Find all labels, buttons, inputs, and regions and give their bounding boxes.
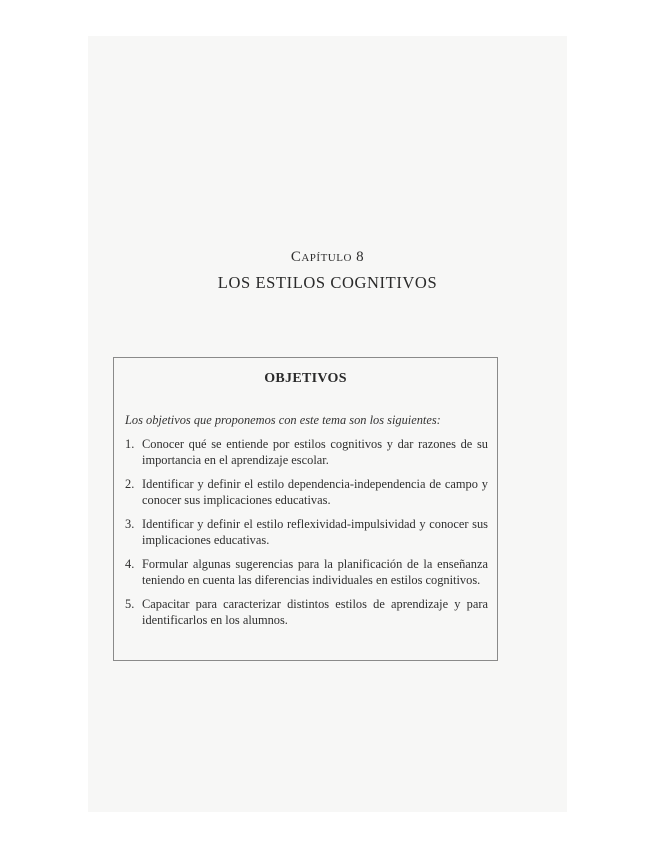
chapter-title: LOS ESTILOS COGNITIVOS [217, 273, 438, 292]
objective-number: 2. [125, 477, 135, 491]
objective-text: Identificar y definir el estilo reflexividad-impulsividad y conocer sus implicaciones educativas. [142, 517, 488, 547]
objective-number: 3. [125, 517, 135, 531]
chapter-number: Capítulo 8 [290, 249, 365, 265]
objective-text: Identificar y definir el estilo dependencia-independencia de campo y conocer sus implicaciones educativas. [142, 477, 488, 507]
objective-item [125, 437, 488, 468]
objectives-intro: Los objetivos que proponemos con este tema son los siguientes: [125, 413, 441, 427]
objective-number: 4. [125, 557, 135, 571]
objective-text: Conocer qué se entiende por estilos cognitivos y dar razones de su importancia en el aprendizaje escolar. [142, 437, 488, 467]
objectives-heading: OBJETIVOS [264, 371, 347, 386]
objective-item [125, 597, 488, 628]
objective-item [125, 517, 488, 548]
objective-number: 5. [125, 597, 135, 611]
objective-number: 1. [125, 437, 135, 451]
objective-text: Capacitar para caracterizar distintos estilos de aprendizaje y para identificarlos en los alumnos. [142, 597, 488, 627]
objectives-list [125, 437, 488, 637]
objective-item [125, 557, 488, 588]
objective-text: Formular algunas sugerencias para la planificación de la enseñanza teniendo en cuenta las diferencias individuales en estilos cognitivos. [142, 557, 488, 587]
objectives-box [113, 357, 498, 661]
objective-item [125, 477, 488, 508]
